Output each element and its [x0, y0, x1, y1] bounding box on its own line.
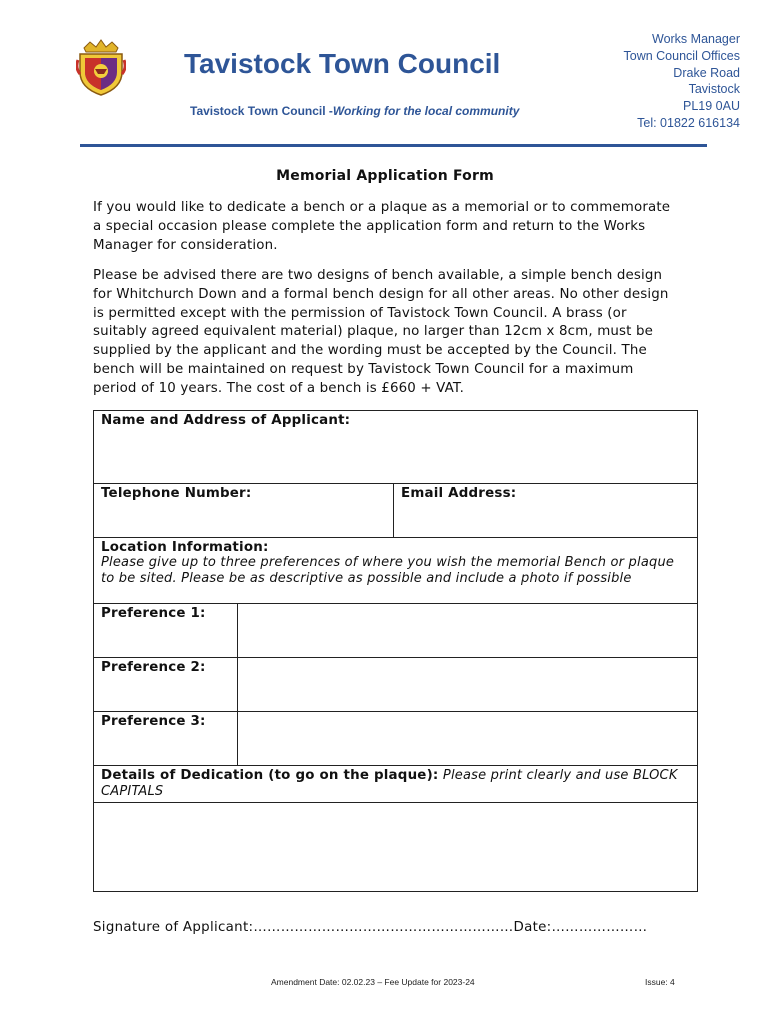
preference-2-label-cell	[94, 658, 238, 712]
council-title: Tavistock Town Council	[184, 48, 501, 79]
address-line: Town Council Offices	[623, 48, 740, 63]
location-info-cell	[94, 538, 698, 604]
preference-1-field[interactable]	[238, 604, 698, 658]
preference-3-field[interactable]	[238, 712, 698, 766]
office-address	[624, 31, 741, 132]
preference-2-label: Preference 2:	[101, 660, 206, 675]
council-tagline: Tavistock Town Council -Working for the local community	[190, 104, 520, 118]
telephone-label: Telephone Number:	[101, 486, 252, 501]
preference-3-label-cell	[94, 712, 238, 766]
signature-date-line[interactable]: Signature of Applicant:…………………………………………………Date:…………………	[93, 920, 648, 935]
council-crest-icon	[76, 38, 126, 96]
location-instructions: Please give up to three preferences of where you wish the memorial Bench or plaque to be sited. Please be as descriptive as possible and include a photo if possible	[101, 555, 675, 586]
address-line: PL19 0AU	[683, 99, 740, 114]
dedication-text-field[interactable]	[94, 803, 698, 892]
dedication-label: Details of Dedication (to go on the plaque):	[101, 768, 439, 783]
issue-number: Issue: 4	[645, 977, 675, 987]
address-line: Tavistock	[688, 82, 740, 97]
preference-1-label: Preference 1:	[101, 606, 206, 621]
header-divider	[80, 144, 707, 147]
name-address-field[interactable]	[94, 411, 698, 484]
dedication-header-cell	[94, 766, 698, 803]
telephone-line: Tel: 01822 616134	[637, 115, 740, 130]
address-line: Works Manager	[652, 32, 740, 46]
application-form-table	[93, 410, 698, 892]
name-address-label: Name and Address of Applicant:	[101, 413, 351, 428]
telephone-field[interactable]	[94, 484, 394, 538]
dedication-instructions: Please print clearly and use BLOCK CAPITALS	[101, 768, 678, 799]
address-line: Drake Road	[673, 65, 740, 80]
advice-paragraph: Please be advised there are two designs of bench available, a simple bench design for Whitchurch Down and a formal bench design for all other areas. No other design is permitted except with the permission of Tavistock Town Council. A brass (or suitably agreed equivalent material) plaque, no larger than 12cm x 8cm, must be supplied by the applicant and the wording must be accepted by the Council. The bench will be maintained on request by Tavistock Town Council for a maximum period of 10 years. The cost of a bench is £660 + VAT.	[93, 268, 669, 396]
preference-2-field[interactable]	[238, 658, 698, 712]
preference-1-label-cell	[94, 604, 238, 658]
email-field[interactable]	[394, 484, 698, 538]
intro-paragraph: If you would like to dedicate a bench or a plaque as a memorial or to commemorate a special occasion please complete the application form and return to the Works Manager for consideration.	[93, 200, 671, 253]
amendment-date: Amendment Date: 02.02.23 – Fee Update for 2023-24	[271, 977, 475, 987]
location-label: Location Information:	[101, 540, 269, 555]
email-label: Email Address:	[401, 486, 517, 501]
form-title: Memorial Application Form	[276, 168, 494, 184]
preference-3-label: Preference 3:	[101, 714, 206, 729]
